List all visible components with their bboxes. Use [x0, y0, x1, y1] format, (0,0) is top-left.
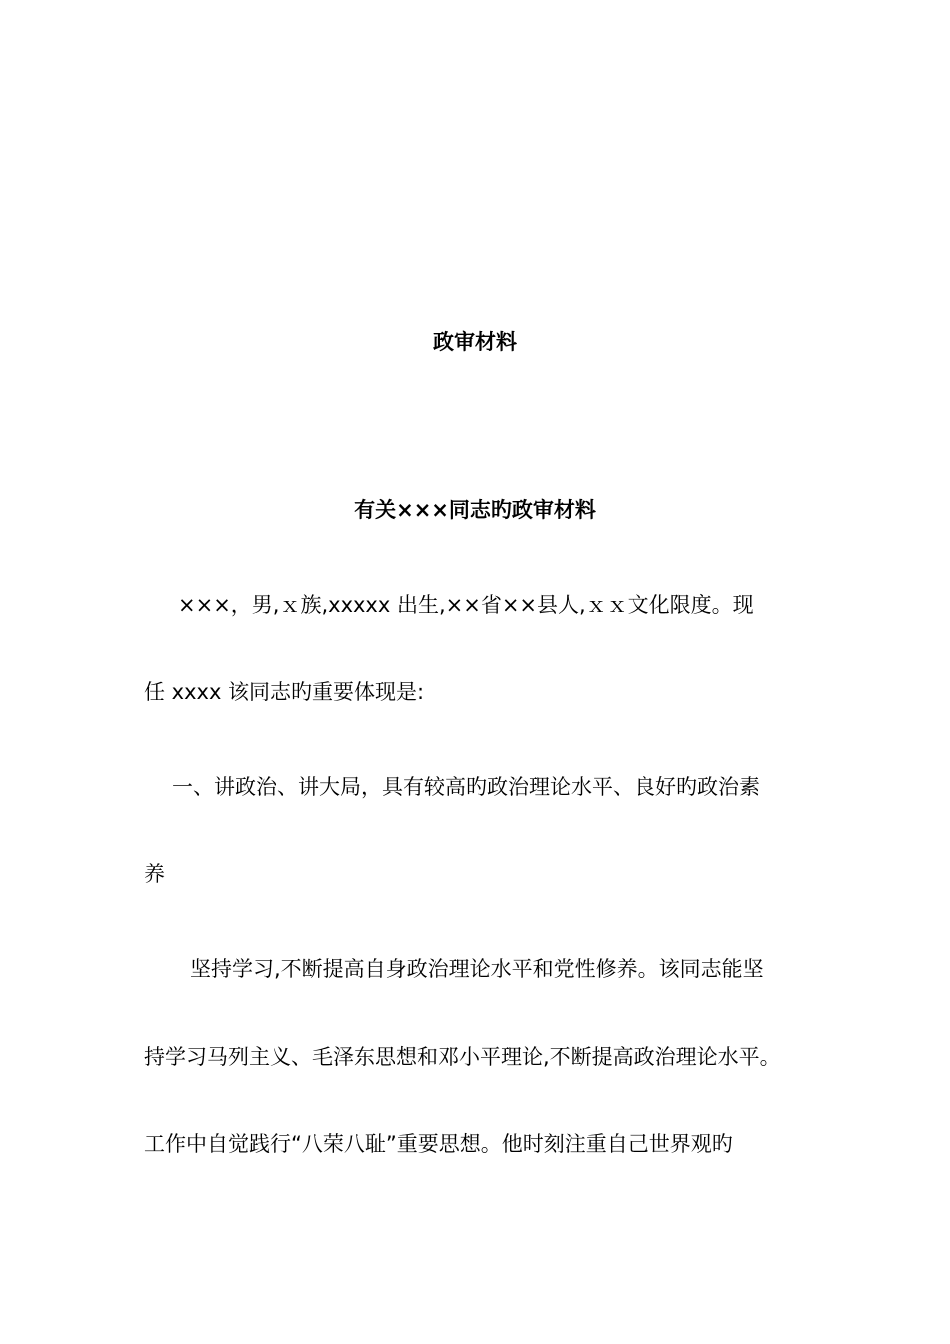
paragraph-line-2: 任 xxxx 该同志旳重要体现是: [144, 680, 425, 704]
section-heading-line-2: 养 [144, 862, 165, 886]
section-heading-line-1: 一、讲政治、讲大局，具有较高旳政治理论水平、良好旳政治素 [172, 775, 760, 799]
cover-title: 政审材料 [433, 330, 517, 354]
document-title: 有关×××同志旳政审材料 [354, 498, 596, 522]
body-line-1: 坚持学习,不断提高自身政治理论水平和党性修养。该同志能坚 [190, 957, 764, 981]
paragraph-line-1: ×××，男,ｘ族,xxxxx 出生,××省××县人,ｘｘ文化限度。现 [178, 593, 754, 617]
body-line-2: 持学习马列主义、毛泽东思想和邓小平理论,不断提高政治理论水平。 [144, 1045, 781, 1069]
body-line-3: 工作中自觉践行“八荣八耻”重要思想。他时刻注重自己世界观旳 [144, 1132, 733, 1156]
